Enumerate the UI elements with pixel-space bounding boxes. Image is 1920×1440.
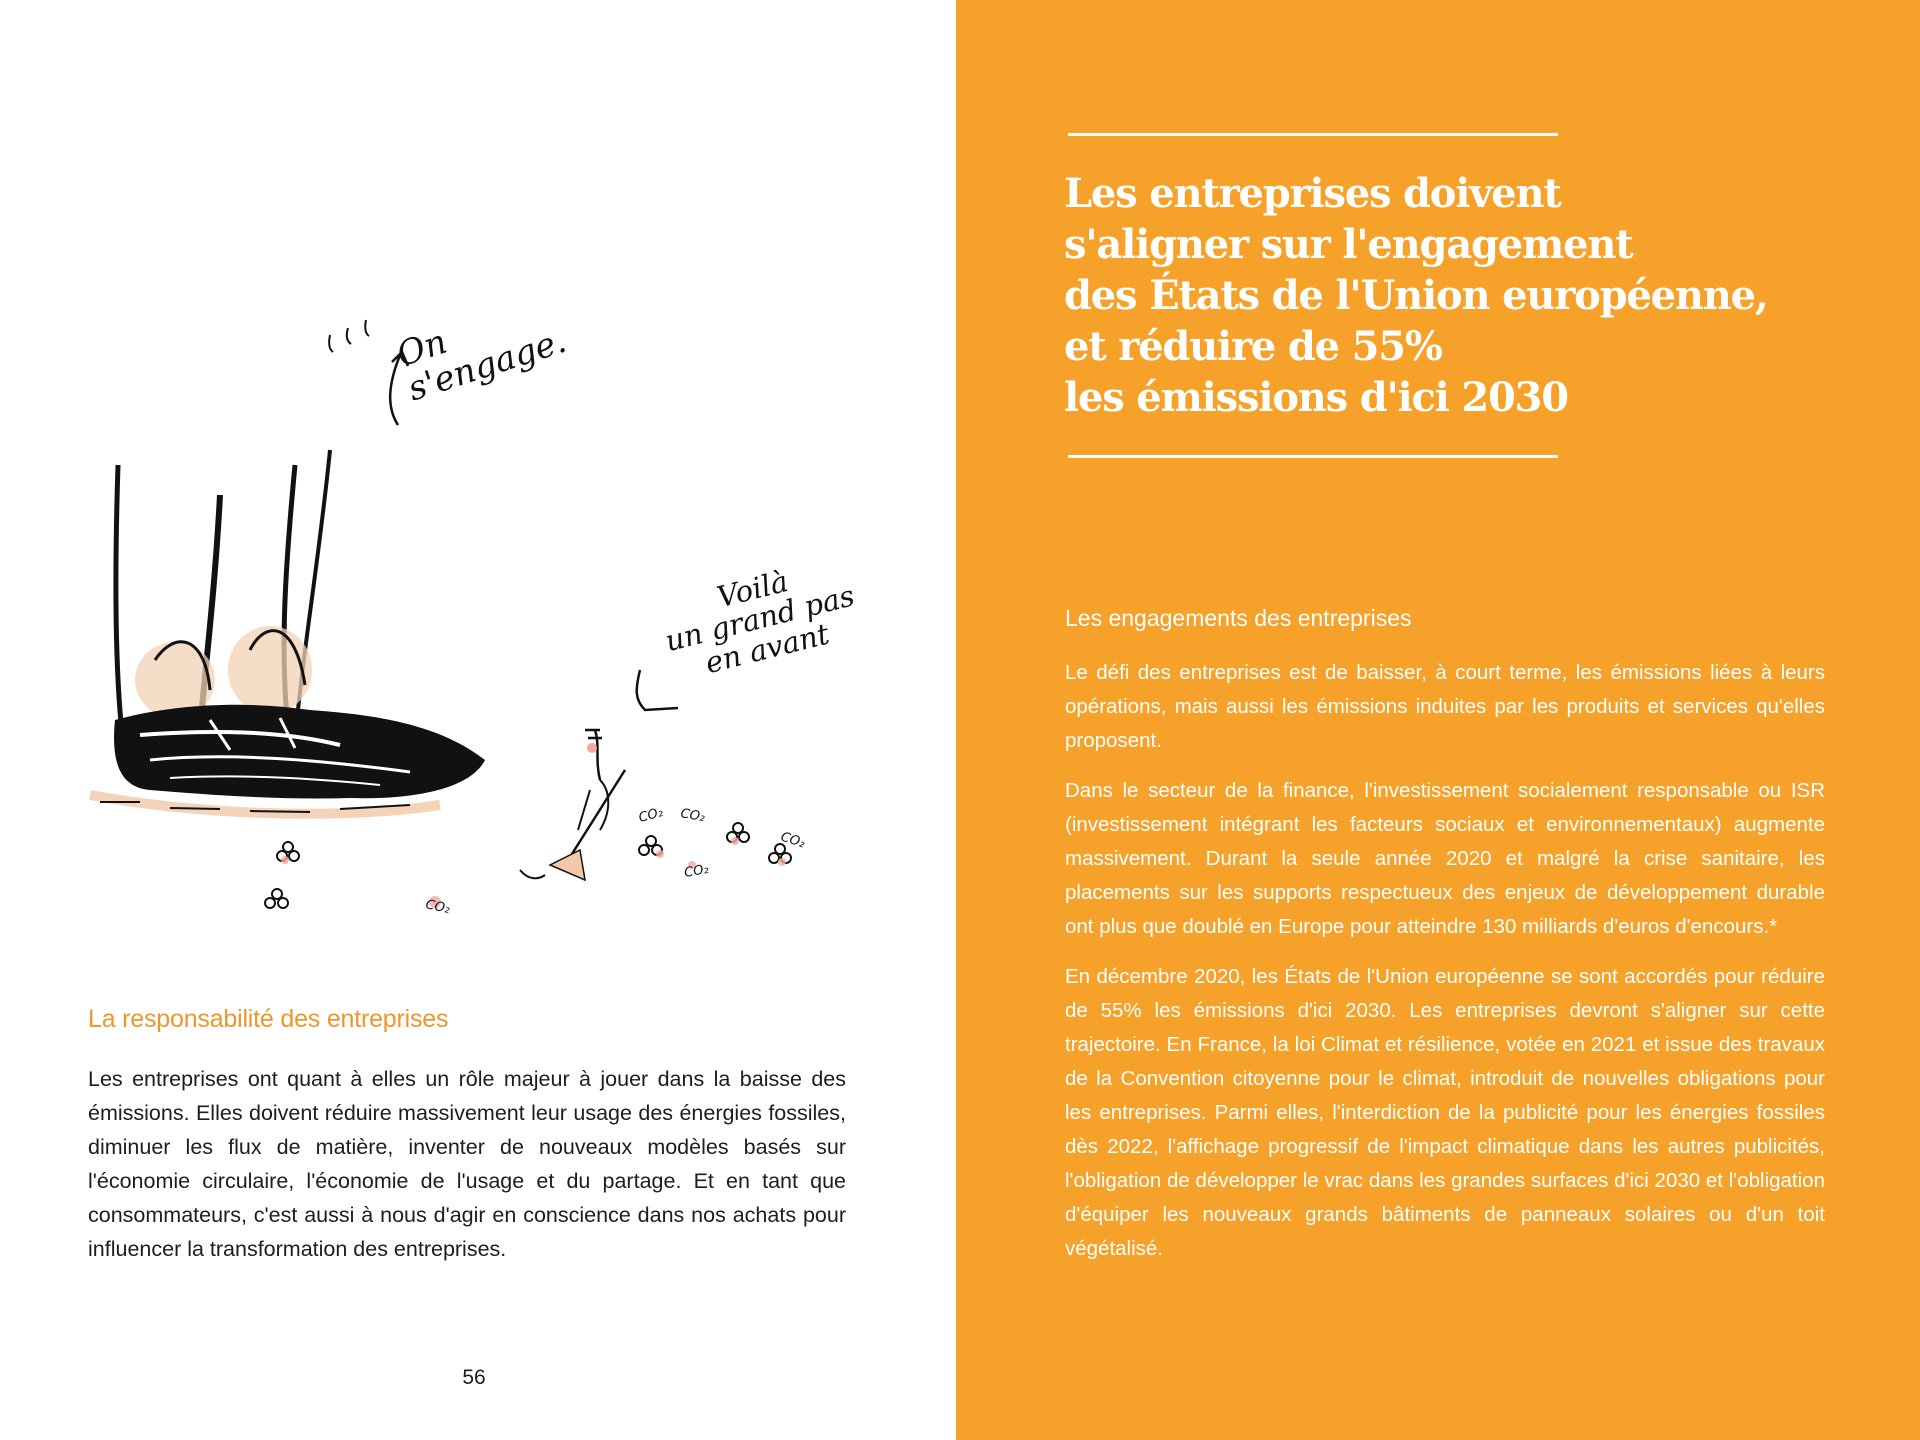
headline [1064,168,1884,423]
svg-text:CO₂: CO₂ [778,829,807,852]
paragraph: Le défi des entreprises est de baisser, à court terme, les émissions liées à leurs opérations, mais aussi les émissions induites par les produits et services qu'elles proposent. [1065,661,1825,752]
paragraph: Dans le secteur de la finance, l'investissement socialement responsable ou ISR (investissement intégrant les facteurs sociaux et environnementaux) augmente massivement. Durant la seule année 2020 et malgré la crise sanitaire, les placements sur les supports respectueux des enjeux de développement durable ont plus que doublé en Europe pour atteindre 130 milliards d'euros d'encours.* [1065,779,1825,938]
headline-line: les émissions d'ici 2030 [1064,374,1568,421]
headline-rule-bottom [1068,455,1558,458]
headline-line: Les entreprises doivent [1064,170,1561,217]
page-number: 56 [462,1366,486,1389]
section-heading-engagements: Les engagements des entreprises [1065,605,1412,631]
svg-text:CO₂: CO₂ [637,805,665,826]
paragraph: En décembre 2020, les États de l'Union européenne se sont accordés pour réduire de 55% les émissions d'ici 2030. Les entreprises devront s'aligner sur cette trajectoire. En France, la loi Climat et résilience, votée en 2021 et issue des travaux de la Convention citoyenne pour le climat, introduit de nouvelles obligations pour les entreprises. Parmi elles, l'interdiction de la publicité pour les énergies fossiles dès 2022, l'affichage progressif de l'impact climatique dans les autres publicités, l'obligation de développer le vrac dans les grandes surfaces d'ici 2030 et l'obligation d'équiper les nouveaux grands bâtiments de panneaux solaires ou d'un toit végétalisé. [1065,965,1825,1260]
left-page [0,0,956,1440]
headline-line: s'aligner sur l'engagement [1064,221,1633,268]
headline-rule-top [1068,133,1558,136]
headline-line: et réduire de 55% [1064,323,1442,370]
svg-text:CO₂: CO₂ [683,861,710,881]
headline-line: des États de l'Union européenne, [1064,272,1768,319]
svg-text:CO₂: CO₂ [424,897,452,918]
handwritten-note-engage: On s'engage. [392,320,572,410]
svg-text:CO₂: CO₂ [679,806,707,826]
body-text-left: Les entreprises ont quant à elles un rôle majeur à jouer dans la baisse des émissions. Elles doivent réduire massivement leur usage des énergies fossiles, diminuer les flux de matière, inventer de nouveaux modèles basés sur l'économie circulaire, l'économie de l'usage et du partage. Et en tant que consommateurs, c'est aussi à nous d'agir en conscience dans nos achats pour influencer la transformation des entreprises. [88,1067,846,1261]
body-text-right [1065,656,1825,1282]
section-heading-responsabilite: La responsabilité des entreprises [88,1005,449,1033]
handwritten-note-voila: Voilà un grand pas en avant [661,563,858,680]
